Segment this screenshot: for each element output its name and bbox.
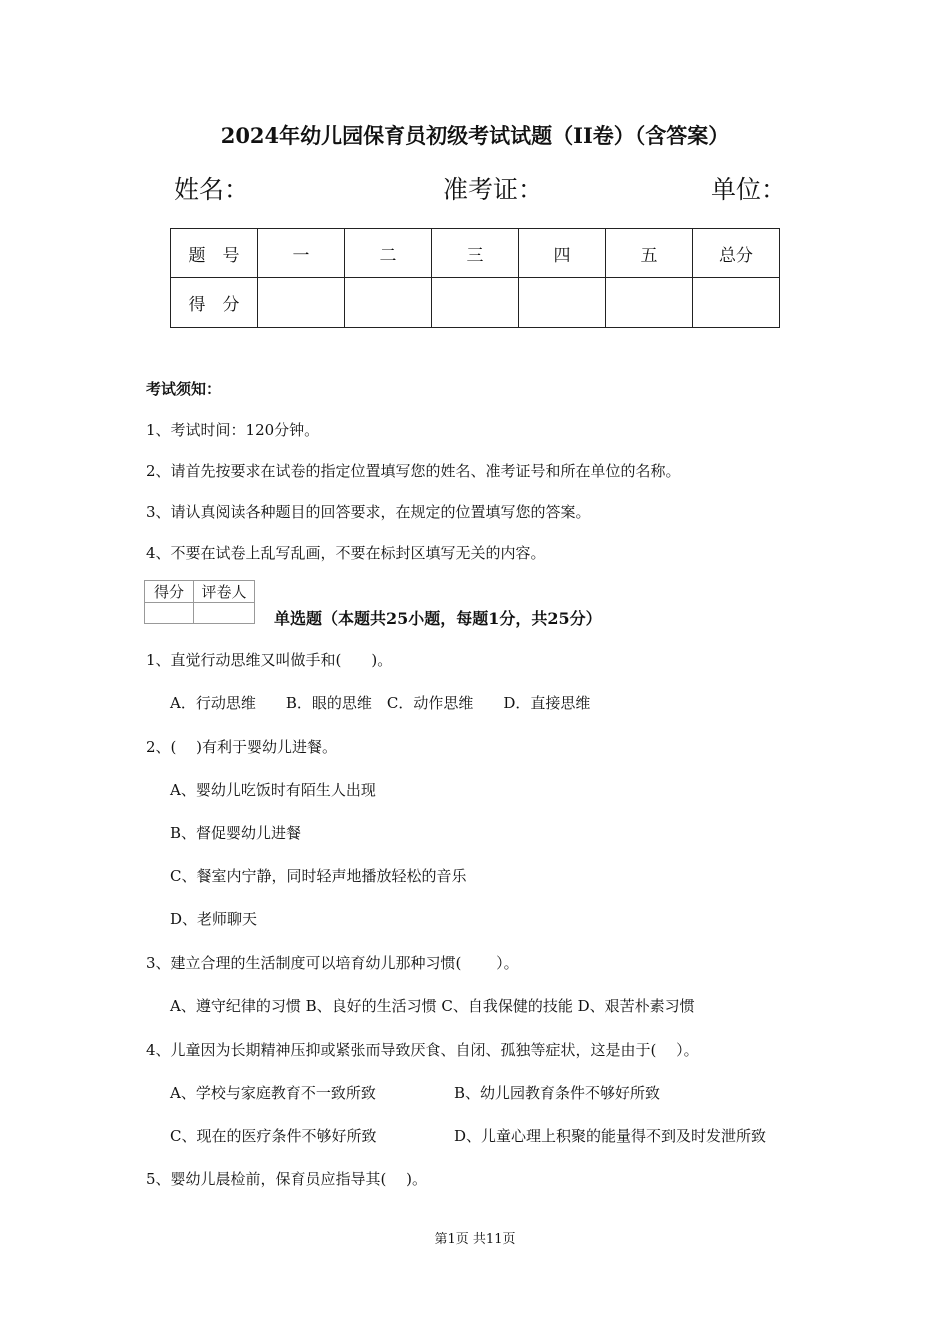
option-c: C、现在的医疗条件不够好所致 (170, 1127, 377, 1145)
score-cell[interactable] (519, 278, 606, 328)
score-header-row (171, 229, 780, 278)
question-stem: 2、( )有利于婴幼儿进餐。 (146, 738, 338, 756)
grader-name-cell[interactable] (194, 603, 255, 624)
score-cell[interactable] (693, 278, 780, 328)
score-table (170, 228, 780, 328)
score-header-cell: 总分 (693, 229, 780, 278)
section-title: 单选题（本题共25小题，每题1分，共25分） (274, 609, 602, 628)
question-stem: 5、婴幼儿晨检前，保育员应指导其( )。 (146, 1170, 428, 1188)
score-value-row (171, 278, 780, 328)
grader-name-label: 评卷人 (194, 581, 255, 603)
unit-label: 单位： (711, 175, 787, 204)
option-b: B、幼儿园教育条件不够好所致 (454, 1084, 661, 1102)
option-a: A、学校与家庭教育不一致所致 (170, 1084, 376, 1102)
notice-item: 1、考试时间：120分钟。 (146, 421, 320, 439)
notice-heading: 考试须知： (146, 380, 222, 398)
score-cell[interactable] (258, 278, 345, 328)
name-label: 姓名： (174, 175, 250, 204)
score-cell[interactable] (432, 278, 519, 328)
question-stem: 3、建立合理的生活制度可以培育幼儿那种习惯( ）。 (146, 954, 519, 972)
page-title: 2024年幼儿园保育员初级考试试题（II卷）（含答案） (220, 123, 730, 148)
option-c: C、餐室内宁静，同时轻声地播放轻松的音乐 (170, 867, 467, 885)
option-d: D、老师聊天 (170, 910, 258, 928)
score-cell[interactable] (606, 278, 693, 328)
score-header-cell: 二 (345, 229, 432, 278)
score-cell[interactable] (345, 278, 432, 328)
option-a: A、婴幼儿吃饭时有陌生人出现 (170, 781, 376, 799)
notice-item: 3、请认真阅读各种题目的回答要求，在规定的位置填写您的答案。 (146, 503, 591, 521)
question-stem: 4、儿童因为长期精神压抑或紧张而导致厌食、自闭、孤独等症状，这是由于( ）。 (146, 1041, 699, 1059)
notice-item: 2、请首先按要求在试卷的指定位置填写您的姓名、准考证号和所在单位的名称。 (146, 462, 681, 480)
score-header-cell: 四 (519, 229, 606, 278)
option-d: D、儿童心理上积聚的能量得不到及时发泄所致 (454, 1127, 767, 1145)
score-header-cell: 题 号 (171, 229, 258, 278)
notice-item: 4、不要在试卷上乱写乱画，不要在标封区填写无关的内容。 (146, 544, 546, 562)
exam-id-label: 准考证： (443, 175, 544, 204)
score-header-cell: 一 (258, 229, 345, 278)
page-footer: 第1页 共11页 (434, 1232, 516, 1247)
grader-score-label: 得分 (145, 581, 194, 603)
score-header-cell: 五 (606, 229, 693, 278)
grader-table (144, 580, 255, 624)
score-header-cell: 三 (432, 229, 519, 278)
score-row-label: 得 分 (171, 278, 258, 328)
question-stem: 1、直觉行动思维又叫做手和( )。 (146, 651, 393, 669)
question-options: A、遵守纪律的习惯 B、良好的生活习惯 C、自我保健的技能 D、艰苦朴素习惯 (170, 997, 695, 1015)
grader-score-cell[interactable] (145, 603, 194, 624)
question-options: A．行动思维 B．眼的思维 C．动作思维 D．直接思维 (170, 694, 591, 712)
option-b: B、督促婴幼儿进餐 (170, 824, 302, 842)
